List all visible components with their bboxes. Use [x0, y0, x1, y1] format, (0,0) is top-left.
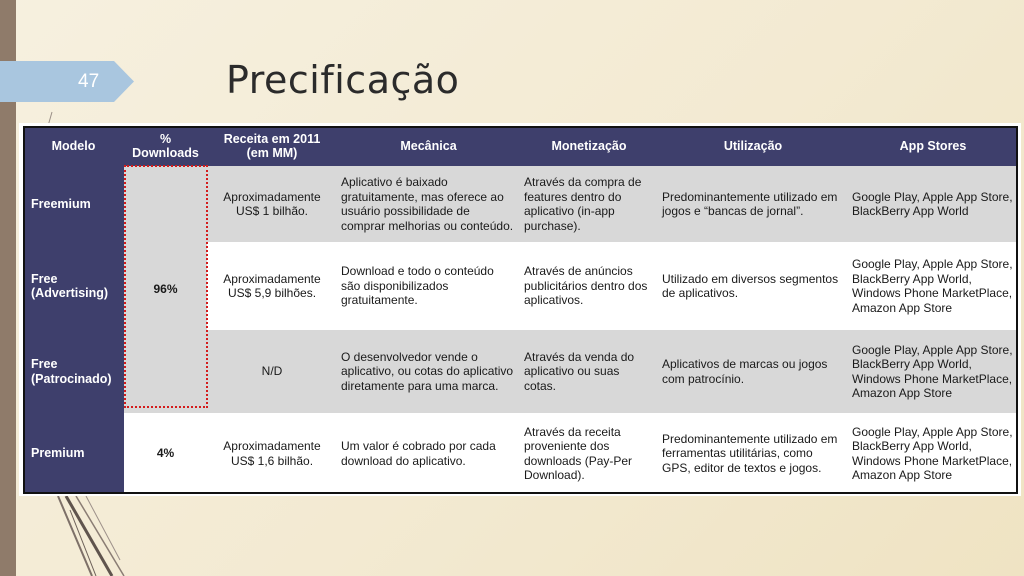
- monetizacao-cell: Através de anúncios publicitários dentro dos aplicativos.: [520, 242, 658, 330]
- header-utilizacao: Utilização: [658, 126, 848, 166]
- receita-line1: Aproximadamente: [223, 189, 321, 204]
- receita-line2: US$ 5,9 bilhões.: [227, 286, 317, 300]
- model-cell: [23, 166, 124, 242]
- header-downloads-line1: %: [159, 132, 172, 146]
- receita-cell: [207, 166, 337, 242]
- model-cell: [23, 413, 124, 494]
- app-stores-cell: Google Play, Apple App Store, BlackBerry App World, Windows Phone MarketPlace, Amazon App Store: [848, 330, 1018, 413]
- header-modelo: Modelo: [23, 126, 124, 166]
- model-label-line2: (Patrocinado): [31, 371, 112, 386]
- page-number: 47: [78, 71, 100, 92]
- model-label-line2: (Advertising): [31, 286, 109, 300]
- model-cell: [23, 242, 124, 330]
- receita-cell: [207, 330, 337, 413]
- header-downloads-line2: Downloads: [132, 146, 199, 160]
- header-receita-line1: Receita em 2011: [223, 132, 321, 146]
- header-mecanica: Mecânica: [337, 126, 520, 166]
- header-app-stores: App Stores: [848, 126, 1018, 166]
- app-stores-cell: Google Play, Apple App Store, BlackBerry App World, Windows Phone MarketPlace, Amazon App Store: [848, 242, 1018, 330]
- utilizacao-cell: Predominantemente utilizado em jogos e “bancas de jornal”.: [658, 166, 848, 242]
- mecanica-cell: Download e todo o conteúdo são disponibilizados gratuitamente.: [337, 242, 520, 330]
- downloads-highlight-box: [124, 165, 208, 408]
- app-stores-cell: Google Play, Apple App Store, BlackBerry App World: [848, 166, 1018, 242]
- utilizacao-cell: Predominantemente utilizado em ferramentas utilitárias, como GPS, editor de textos e jogos.: [658, 413, 848, 494]
- utilizacao-cell: Utilizado em diversos segmentos de aplicativos.: [658, 242, 848, 330]
- receita-line1: N/D: [261, 364, 283, 379]
- receita-line1: Aproximadamente: [223, 439, 321, 453]
- mecanica-cell: Um valor é cobrado por cada download do aplicativo.: [337, 413, 520, 494]
- monetizacao-cell: Através da receita proveniente dos downloads (Pay-Per Download).: [520, 413, 658, 494]
- downloads-cell: 4%: [124, 413, 207, 494]
- model-label-line1: Free: [31, 357, 58, 371]
- receita-line1: Aproximadamente: [223, 271, 321, 286]
- app-stores-cell: Google Play, Apple App Store, BlackBerry App World, Windows Phone MarketPlace, Amazon App Store: [848, 413, 1018, 494]
- receita-line2: US$ 1 bilhão.: [235, 204, 309, 218]
- mecanica-cell: Aplicativo é baixado gratuitamente, mas oferece ao usuário possibilidade de comprar melhorias ou conteúdo.: [337, 166, 520, 242]
- receita-line2: US$ 1,6 bilhão.: [230, 453, 314, 468]
- header-monetizacao: Monetização: [520, 126, 658, 166]
- page-number-tab: [0, 61, 134, 102]
- receita-cell: [207, 413, 337, 494]
- header-receita: [207, 126, 337, 166]
- table-header-row: [23, 126, 1018, 166]
- monetizacao-cell: Através da compra de features dentro do aplicativo (in-app purchase).: [520, 166, 658, 242]
- utilizacao-cell: Aplicativos de marcas ou jogos com patrocínio.: [658, 330, 848, 413]
- model-cell: [23, 330, 124, 413]
- header-receita-line2: (em MM): [246, 146, 298, 160]
- mecanica-cell: O desenvolvedor vende o aplicativo, ou cotas do aplicativo diretamente para uma marca.: [337, 330, 520, 413]
- receita-cell: [207, 242, 337, 330]
- table-row-premium: [23, 413, 1018, 494]
- slide-title: Precificação: [226, 58, 460, 102]
- model-label-line1: Free: [31, 271, 58, 286]
- downloads-cell-merged: 96%: [124, 166, 207, 413]
- monetizacao-cell: Através da venda do aplicativo ou suas cotas.: [520, 330, 658, 413]
- header-downloads: [124, 126, 207, 166]
- model-label: Premium: [31, 446, 85, 461]
- model-label: Freemium: [31, 196, 91, 211]
